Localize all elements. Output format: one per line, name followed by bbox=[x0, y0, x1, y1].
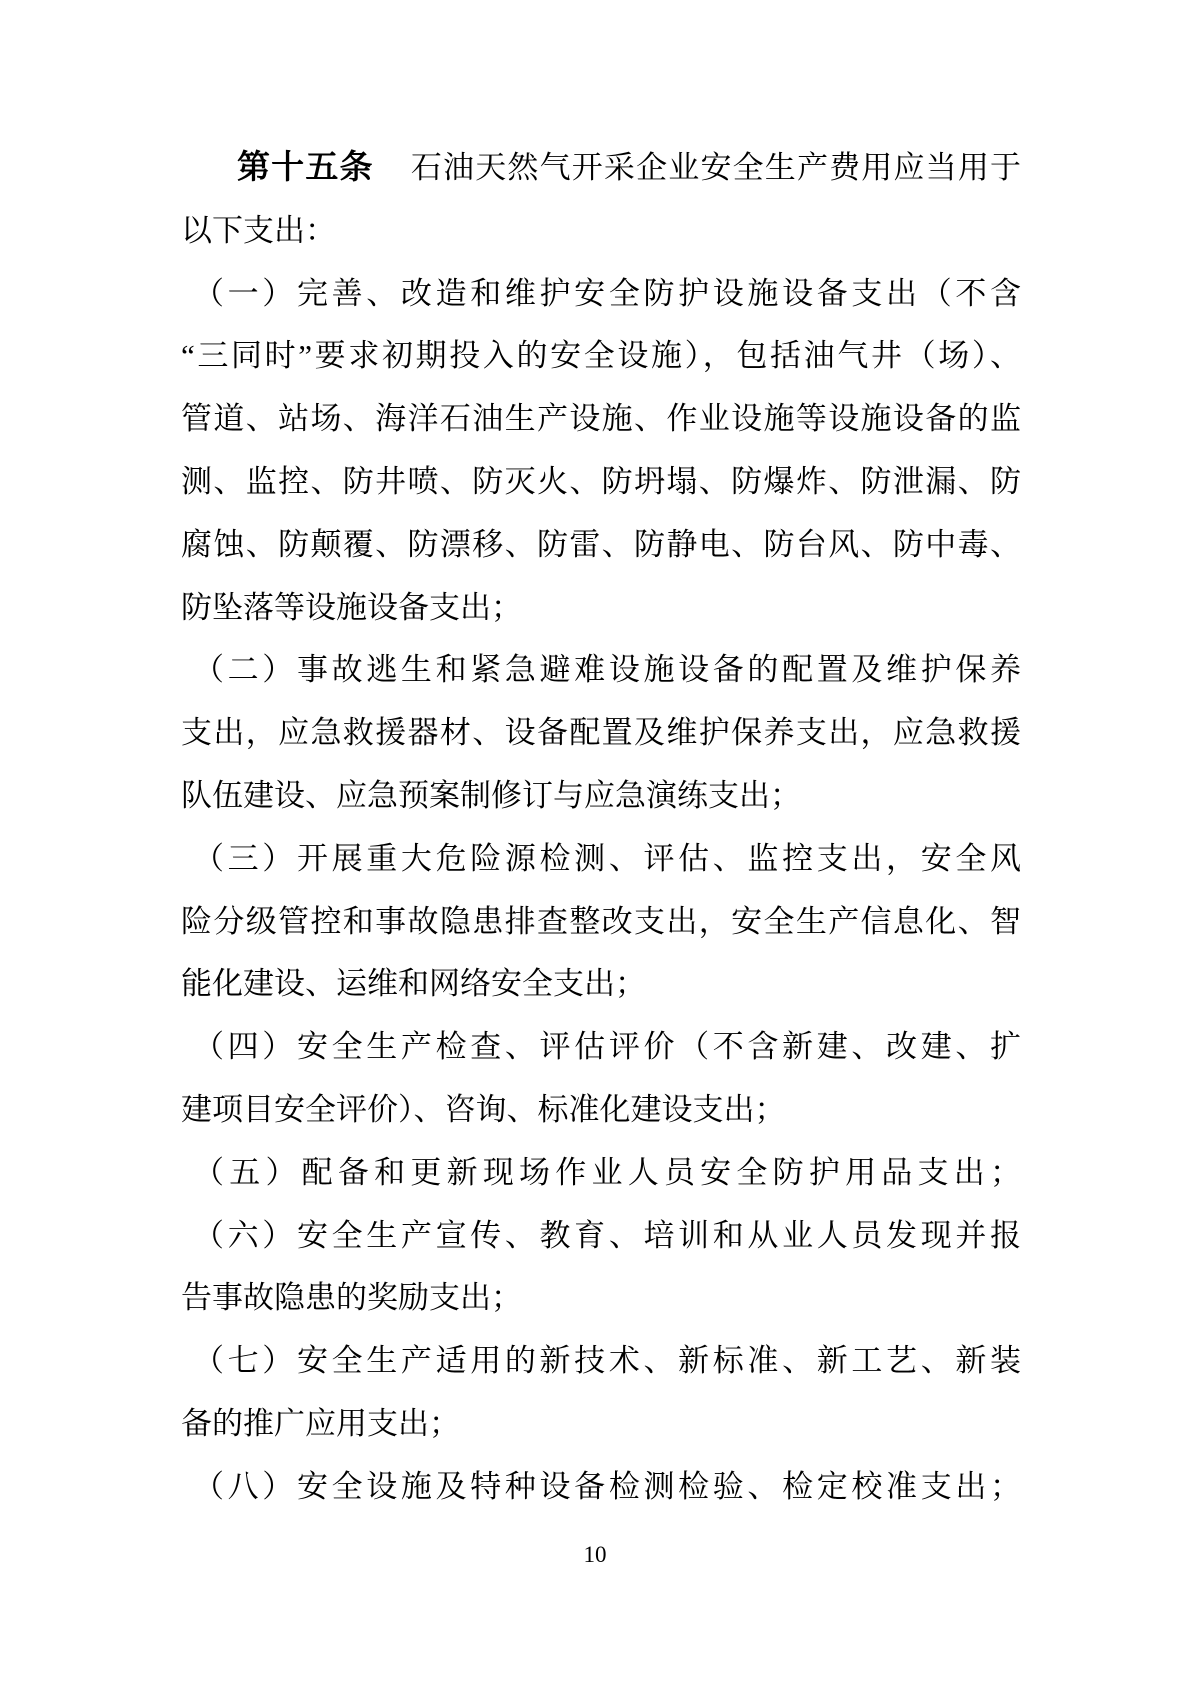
line-text: 石油天然气开采企业安全生产费用应当用于 bbox=[409, 150, 1022, 185]
text-line: 防坠落等设施设备支出； bbox=[181, 589, 522, 625]
text-line: 测、监控、防井喷、防灭火、防坍塌、防爆炸、防泄漏、防 bbox=[181, 463, 1021, 499]
text-line: 以下支出： bbox=[181, 212, 336, 248]
text-line: （一）完善、改造和维护安全防护设施设备支出（不含 bbox=[193, 275, 1021, 311]
text-line: （四）安全生产检查、评估评价（不含新建、改建、扩 bbox=[193, 1029, 1021, 1065]
text-line: 支出，应急救援器材、设备配置及维护保养支出，应急救援 bbox=[181, 715, 1021, 751]
text-line: 管道、站场、海洋石油生产设施、作业设施等设施设备的监 bbox=[181, 401, 1021, 437]
text-line: “三同时”要求初期投入的安全设施），包括油气井（场）、 bbox=[181, 338, 1021, 374]
text-line: 腐蚀、防颠覆、防漂移、防雷、防静电、防台风、防中毒、 bbox=[181, 526, 1021, 562]
text-line bbox=[181, 137, 1021, 200]
text-line: 险分级管控和事故隐患排查整改支出，安全生产信息化、智 bbox=[181, 903, 1021, 939]
text-line: （五）配备和更新现场作业人员安全防护用品支出； bbox=[193, 1154, 1021, 1190]
text-line: 备的推广应用支出； bbox=[181, 1405, 460, 1441]
text-line: （八）安全设施及特种设备检测检验、检定校准支出； bbox=[193, 1468, 1021, 1504]
text-line: （二）事故逃生和紧急避难设施设备的配置及维护保养 bbox=[193, 652, 1021, 688]
article-number: 第十五条 bbox=[237, 150, 374, 186]
page-number: 10 bbox=[583, 1542, 607, 1567]
text-line: 建项目安全评价）、咨询、标准化建设支出； bbox=[181, 1091, 786, 1127]
text-line: （七）安全生产适用的新技术、新标准、新工艺、新装 bbox=[193, 1343, 1021, 1379]
text-line: （三）开展重大危险源检测、评估、监控支出，安全风 bbox=[193, 840, 1021, 876]
article-body bbox=[181, 137, 1021, 1519]
text-line: （六）安全生产宣传、教育、培训和从业人员发现并报 bbox=[193, 1217, 1021, 1253]
text-line: 告事故隐患的奖励支出； bbox=[181, 1280, 522, 1316]
text-line: 能化建设、运维和网络安全支出； bbox=[181, 966, 646, 1002]
text-line: 队伍建设、应急预案制修订与应急演练支出； bbox=[181, 777, 801, 813]
